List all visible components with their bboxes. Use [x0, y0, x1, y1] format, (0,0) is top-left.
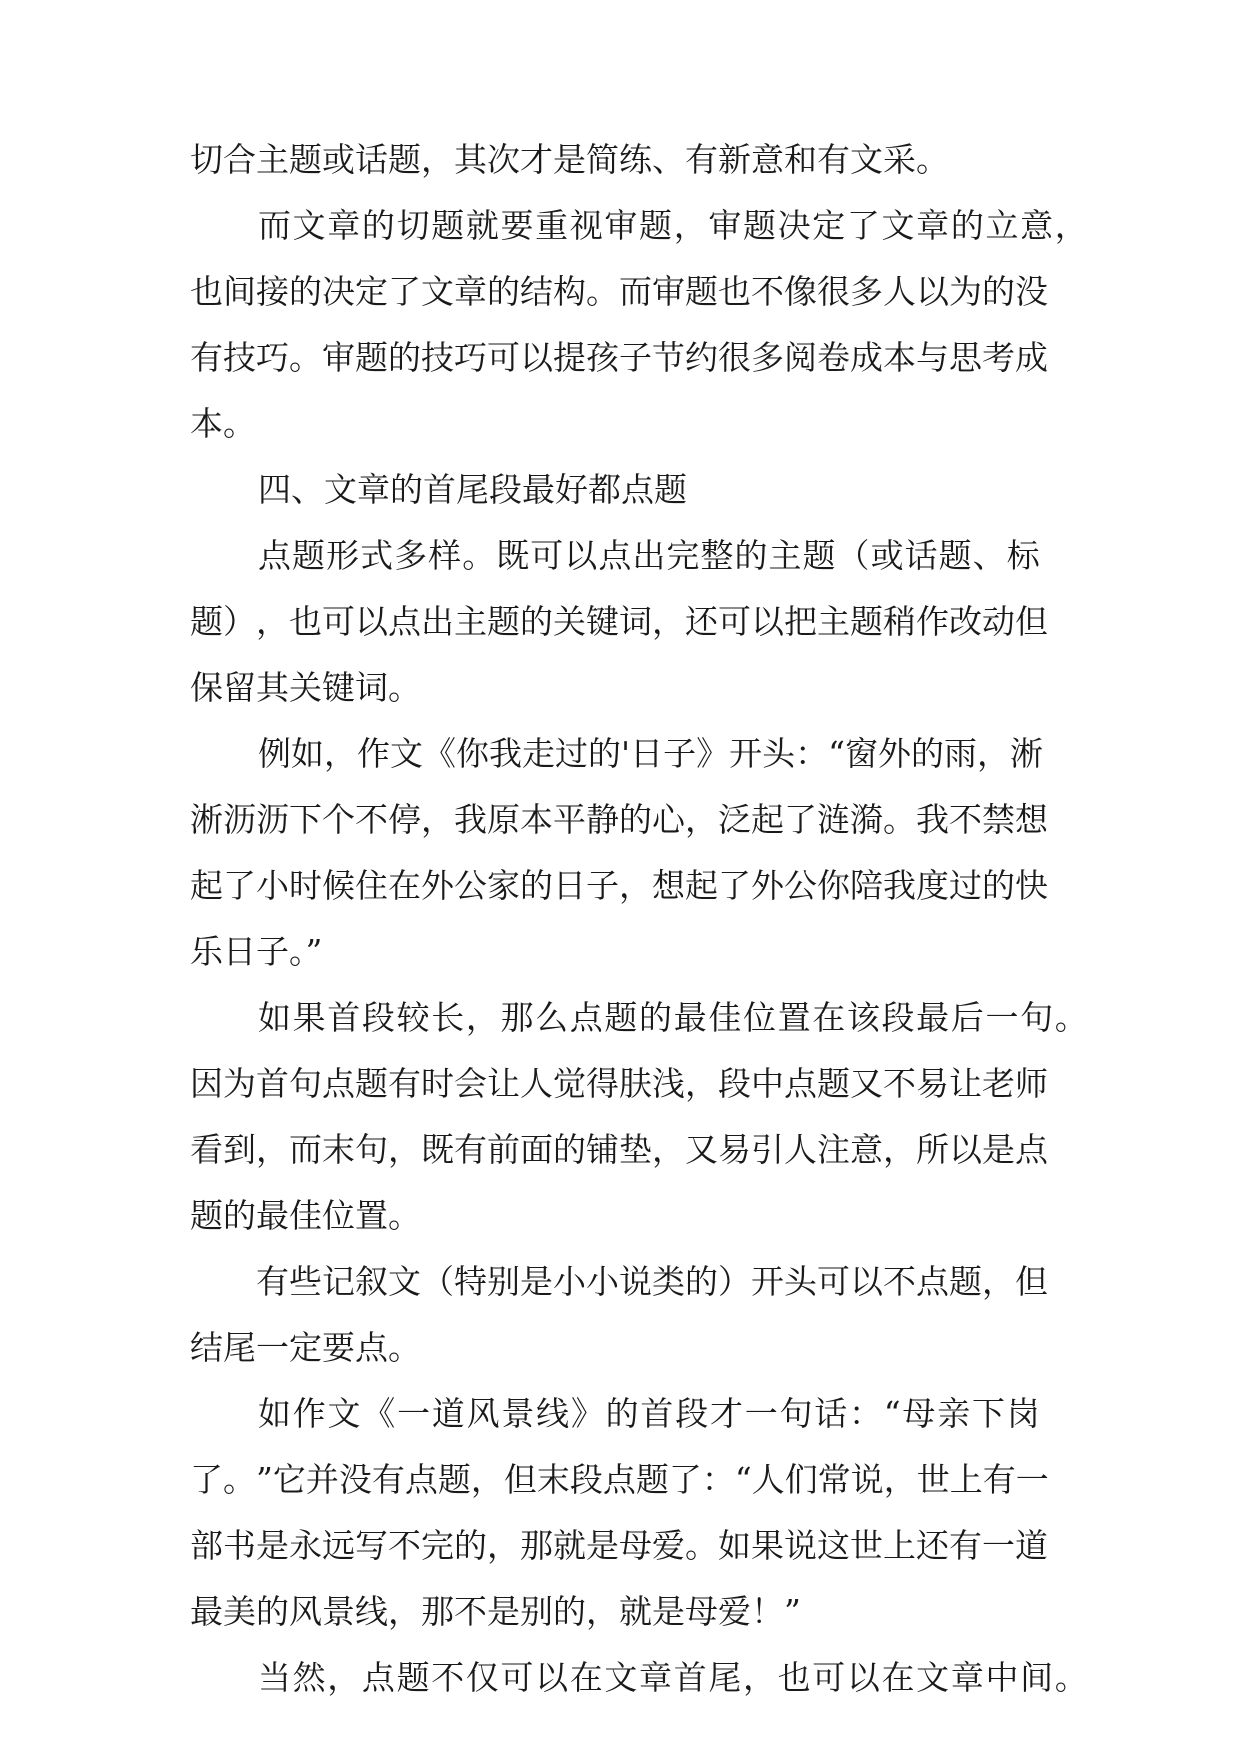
- text-line: 部 书 是 永 远 写 不 完 的 ， 那 就 是 母 爱 。 如 果 说 这 世 上 还 有 一 道: [190, 1526, 1048, 1565]
- text-line: 如 果 首 段 较 长 ， 那 么 点 题 的 最 佳 位 置 在 该 段 最 后 一 句 。: [258, 998, 1088, 1037]
- text-line: 乐日子。”: [190, 932, 323, 971]
- text-line: 淅 沥 沥 下 个 不 停 ， 我 原 本 平 静 的 心 ， 泛 起 了 涟 漪 。 我 不 禁 想: [190, 800, 1048, 839]
- text-line: 了 。 ” 它 并 没 有 点 题 ， 但 末 段 点 题 了 ： “ 人 们 常 说 ， 世 上 有 一: [190, 1460, 1049, 1499]
- text-line: 有 些 记 叙 文 （ 特 别 是 小 小 说 类 的 ） 开 头 可 以 不 点 题 ， 但: [256, 1262, 1048, 1301]
- text-line: 也 间 接 的 决 定 了 文 章 的 结 构 。 而 审 题 也 不 像 很 多 人 以 为 的 没: [190, 272, 1048, 311]
- section-heading: 四、文章的首尾段最好都点题: [258, 470, 687, 509]
- text-line: 而 文 章 的 切 题 就 要 重 视 审 题 ， 审 题 决 定 了 文 章 的 立 意 ，: [258, 206, 1088, 245]
- text-line: 题的最佳位置。: [190, 1196, 421, 1235]
- text-line: 点 题 形 式 多 样 。 既 可 以 点 出 完 整 的 主 题 （ 或 话 题 、 标: [258, 536, 1040, 575]
- text-line: 如 作 文 《 一 道 风 景 线 》 的 首 段 才 一 句 话 ： “ 母 亲 下 岗: [258, 1394, 1040, 1433]
- text-line: 有 技 巧 。 审 题 的 技 巧 可 以 提 孩 子 节 约 很 多 阅 卷 成 本 与 思 考 成: [190, 338, 1048, 377]
- text-line: 看 到 ， 而 末 句 ， 既 有 前 面 的 铺 垫 ， 又 易 引 人 注 意 ， 所 以 是 点: [190, 1130, 1048, 1169]
- text-line: 例 如 ， 作 文 《 你 我 走 过 的 ' 日 子 》 开 头 ： “ 窗 外 的 雨 ， 淅: [258, 734, 1043, 773]
- text-line: 保留其关键词。: [190, 668, 421, 707]
- text-line: 本。: [190, 404, 256, 443]
- text-line: 最美的风景线，那不是别的，就是母爱！”: [190, 1592, 801, 1631]
- text-line: 当 然 ， 点 题 不 仅 可 以 在 文 章 首 尾 ， 也 可 以 在 文 章 中 间 。: [258, 1658, 1088, 1697]
- text-line: 起 了 小 时 候 住 在 外 公 家 的 日 子 ， 想 起 了 外 公 你 陪 我 度 过 的 快: [190, 866, 1048, 905]
- text-line: 结尾一定要点。: [190, 1328, 421, 1367]
- text-line: 因 为 首 句 点 题 有 时 会 让 人 觉 得 肤 浅 ， 段 中 点 题 又 不 易 让 老 师: [190, 1064, 1048, 1103]
- text-line: 切合主题或话题，其次才是简练、有新意和有文采。: [190, 140, 949, 179]
- text-line: 题 ） ， 也 可 以 点 出 主 题 的 关 键 词 ， 还 可 以 把 主 题 稍 作 改 动 但: [190, 602, 1048, 641]
